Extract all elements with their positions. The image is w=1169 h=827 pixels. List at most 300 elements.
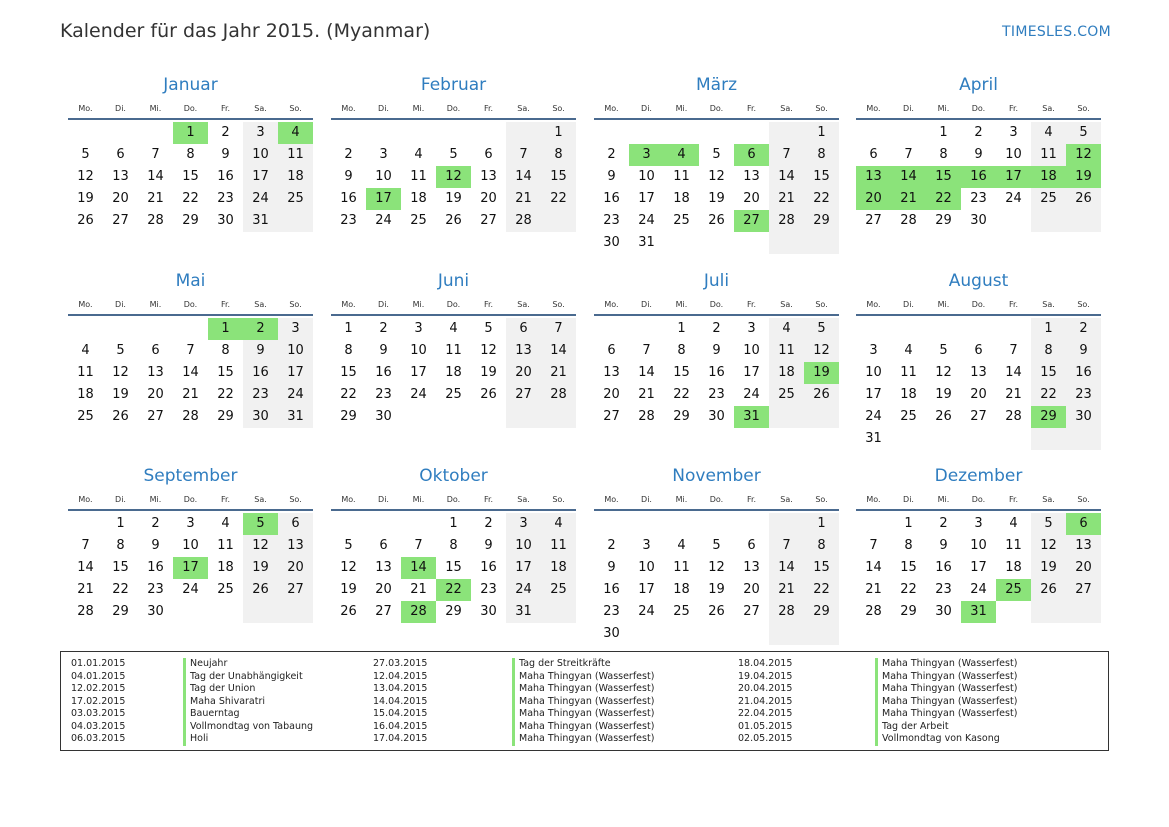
day-cell: 13 bbox=[112, 169, 129, 184]
day-cell: 10 bbox=[243, 144, 278, 166]
holiday-names-column bbox=[512, 658, 654, 746]
week-row bbox=[594, 188, 839, 210]
day-cell: 26 bbox=[340, 604, 357, 619]
holiday-date: 04.03.2015 bbox=[71, 720, 126, 732]
day-cell: 15 bbox=[1031, 362, 1066, 384]
empty-day-cell bbox=[629, 513, 664, 535]
empty-day-cell bbox=[734, 623, 769, 645]
week-row bbox=[594, 144, 839, 166]
day-cell: 14 bbox=[769, 557, 804, 579]
day-cell: 21 bbox=[182, 387, 199, 402]
month-januar bbox=[68, 72, 313, 232]
day-cell: 10 bbox=[410, 343, 427, 358]
day-cell: 15 bbox=[804, 557, 839, 579]
day-cell: 1 bbox=[116, 516, 125, 531]
weekday-label: Fr. bbox=[1008, 300, 1019, 309]
holiday-dates-column bbox=[738, 658, 792, 746]
holiday-date: 17.02.2015 bbox=[71, 695, 126, 707]
day-cell: 22 bbox=[541, 188, 576, 210]
weekday-label: Do. bbox=[709, 300, 724, 309]
month-september bbox=[68, 463, 313, 623]
empty-day-cell bbox=[734, 513, 769, 535]
empty-day-cell bbox=[996, 601, 1031, 623]
holiday-name: Maha Thingyan (Wasserfest) bbox=[882, 683, 1018, 694]
weekday-label: Mi. bbox=[149, 104, 162, 113]
day-cell: 21 bbox=[638, 387, 655, 402]
weekday-label: Fr. bbox=[220, 104, 231, 113]
day-cell: 23 bbox=[970, 191, 987, 206]
day-cell: 21 bbox=[77, 582, 94, 597]
day-cell: 2 bbox=[974, 125, 983, 140]
empty-day-cell bbox=[366, 122, 401, 144]
holiday-date: 12.02.2015 bbox=[71, 683, 126, 694]
day-cell: 10 bbox=[1005, 147, 1022, 162]
day-cell: 18 bbox=[673, 582, 690, 597]
weekday-label: Di. bbox=[903, 495, 914, 504]
day-cell: 26 bbox=[480, 387, 497, 402]
holiday-dates-column bbox=[71, 658, 125, 746]
empty-day-cell bbox=[541, 210, 576, 232]
weekday-label: Mo. bbox=[78, 300, 93, 309]
day-cell: 13 bbox=[743, 560, 760, 575]
weekday-label: Di. bbox=[641, 300, 652, 309]
day-cell: 25 bbox=[673, 213, 690, 228]
day-cell: 6 bbox=[379, 538, 388, 553]
day-cell: 21 bbox=[506, 188, 541, 210]
empty-day-cell bbox=[699, 122, 734, 144]
month-oktober bbox=[331, 463, 576, 623]
day-cell: 5 bbox=[1031, 513, 1066, 535]
day-cell: 10 bbox=[278, 340, 313, 362]
holiday-name: Maha Shivaratri bbox=[190, 695, 266, 707]
day-cell: 31 bbox=[278, 406, 313, 428]
holiday-date: 13.04.2015 bbox=[373, 683, 428, 694]
day-cell: 28 bbox=[506, 210, 541, 232]
month-juni bbox=[331, 268, 576, 428]
day-cell: 10 bbox=[743, 343, 760, 358]
day-cell: 27 bbox=[603, 409, 620, 424]
week-row bbox=[856, 406, 1101, 428]
day-cell: 20 bbox=[970, 387, 987, 402]
holiday-name: Maha Thingyan (Wasserfest) bbox=[519, 683, 655, 694]
day-cell: 11 bbox=[673, 169, 690, 184]
day-cell: 30 bbox=[243, 406, 278, 428]
weekday-label: Di. bbox=[903, 104, 914, 113]
week-row bbox=[594, 232, 839, 254]
day-cell: 31 bbox=[506, 601, 541, 623]
day-cell: 12 bbox=[708, 560, 725, 575]
holiday-name: Maha Thingyan (Wasserfest) bbox=[519, 695, 655, 707]
day-cell: 12 bbox=[1066, 144, 1101, 166]
day-cell: 17 bbox=[366, 188, 401, 210]
weekday-label: Fr. bbox=[220, 495, 231, 504]
day-cell: 25 bbox=[410, 213, 427, 228]
empty-day-cell bbox=[278, 601, 313, 623]
week-row bbox=[331, 579, 576, 601]
holiday-name: Tag der Streitkräfte bbox=[519, 658, 611, 669]
day-cell: 13 bbox=[970, 365, 987, 380]
week-row bbox=[331, 513, 576, 535]
brand-link[interactable]: TIMESLES.COM bbox=[1002, 24, 1111, 40]
day-cell: 14 bbox=[506, 166, 541, 188]
day-cell: 16 bbox=[935, 560, 952, 575]
day-cell: 10 bbox=[638, 560, 655, 575]
month-name: November bbox=[672, 466, 761, 486]
holiday-name: Maha Thingyan (Wasserfest) bbox=[882, 658, 1018, 669]
day-cell: 2 bbox=[344, 147, 353, 162]
day-cell: 11 bbox=[278, 144, 313, 166]
week-row bbox=[856, 557, 1101, 579]
page-title: Kalender für das Jahr 2015. (Myanmar) bbox=[60, 20, 431, 42]
day-cell: 24 bbox=[278, 384, 313, 406]
holiday-names-column bbox=[183, 658, 313, 746]
day-cell: 24 bbox=[638, 604, 655, 619]
day-cell: 4 bbox=[677, 538, 686, 553]
day-cell: 30 bbox=[935, 604, 952, 619]
weekday-label: Di. bbox=[115, 300, 126, 309]
day-cell: 16 bbox=[603, 582, 620, 597]
day-cell: 11 bbox=[673, 560, 690, 575]
day-cell: 29 bbox=[182, 213, 199, 228]
weekday-label: Mo. bbox=[341, 300, 356, 309]
day-cell: 29 bbox=[112, 604, 129, 619]
weekday-label: Sa. bbox=[254, 300, 267, 309]
day-cell: 22 bbox=[804, 579, 839, 601]
empty-day-cell bbox=[1066, 601, 1101, 623]
day-cell: 1 bbox=[173, 122, 208, 144]
day-cell: 29 bbox=[804, 601, 839, 623]
day-cell: 7 bbox=[81, 538, 90, 553]
holiday-date: 20.04.2015 bbox=[738, 683, 793, 694]
holiday-date: 17.04.2015 bbox=[373, 733, 428, 744]
day-cell: 27 bbox=[865, 213, 882, 228]
day-cell: 16 bbox=[217, 169, 234, 184]
day-cell: 14 bbox=[182, 365, 199, 380]
day-cell: 9 bbox=[151, 538, 160, 553]
week-row bbox=[594, 406, 839, 428]
day-cell: 9 bbox=[484, 538, 493, 553]
holiday-date: 01.05.2015 bbox=[738, 720, 793, 732]
day-cell: 1 bbox=[677, 321, 686, 336]
empty-day-cell bbox=[961, 428, 996, 450]
empty-day-cell bbox=[68, 122, 103, 144]
day-cell: 28 bbox=[769, 601, 804, 623]
weekday-label: Mo. bbox=[604, 104, 619, 113]
weekday-label: Do. bbox=[971, 300, 986, 309]
weekday-label: Mi. bbox=[675, 495, 688, 504]
week-row bbox=[68, 384, 313, 406]
day-cell: 16 bbox=[480, 560, 497, 575]
weekday-label: So. bbox=[1077, 300, 1090, 309]
week-row bbox=[594, 384, 839, 406]
weekday-label: Mo. bbox=[78, 104, 93, 113]
day-cell: 26 bbox=[1066, 188, 1101, 210]
week-row bbox=[331, 384, 576, 406]
day-cell: 24 bbox=[638, 213, 655, 228]
day-cell: 22 bbox=[340, 387, 357, 402]
day-cell: 31 bbox=[734, 406, 769, 428]
day-cell: 20 bbox=[743, 582, 760, 597]
day-cell: 3 bbox=[414, 321, 423, 336]
day-cell: 3 bbox=[379, 147, 388, 162]
day-cell: 9 bbox=[344, 169, 353, 184]
week-row bbox=[594, 623, 839, 645]
weekday-label: Do. bbox=[183, 104, 198, 113]
weekday-label: Di. bbox=[641, 104, 652, 113]
day-cell: 20 bbox=[506, 362, 541, 384]
holiday-date: 16.04.2015 bbox=[373, 720, 428, 732]
empty-day-cell bbox=[664, 513, 699, 535]
holiday-date: 04.01.2015 bbox=[71, 670, 126, 682]
day-cell: 19 bbox=[1031, 557, 1066, 579]
holiday-date: 03.03.2015 bbox=[71, 708, 126, 719]
day-cell: 21 bbox=[410, 582, 427, 597]
week-row bbox=[594, 318, 839, 340]
day-cell: 28 bbox=[769, 210, 804, 232]
day-cell: 6 bbox=[278, 513, 313, 535]
empty-day-cell bbox=[331, 513, 366, 535]
week-row bbox=[331, 188, 576, 210]
weekday-label: So. bbox=[289, 300, 302, 309]
week-row bbox=[594, 535, 839, 557]
day-cell: 17 bbox=[996, 166, 1031, 188]
month-november bbox=[594, 463, 839, 645]
holiday-date: 19.04.2015 bbox=[738, 670, 793, 682]
week-row bbox=[68, 579, 313, 601]
weekday-label: Sa. bbox=[780, 495, 793, 504]
empty-day-cell bbox=[856, 513, 891, 535]
day-cell: 22 bbox=[436, 579, 471, 601]
weekday-label: Mo. bbox=[604, 495, 619, 504]
day-cell: 24 bbox=[1005, 191, 1022, 206]
day-cell: 5 bbox=[344, 538, 353, 553]
day-cell: 4 bbox=[769, 318, 804, 340]
weekday-label: Di. bbox=[378, 300, 389, 309]
day-cell: 25 bbox=[1031, 188, 1066, 210]
empty-day-cell bbox=[926, 428, 961, 450]
weekday-label: Sa. bbox=[780, 300, 793, 309]
day-cell: 9 bbox=[1066, 340, 1101, 362]
day-cell: 7 bbox=[151, 147, 160, 162]
month-divider bbox=[856, 509, 1101, 511]
day-cell: 12 bbox=[708, 169, 725, 184]
day-cell: 5 bbox=[243, 513, 278, 535]
week-row bbox=[856, 601, 1101, 623]
day-cell: 6 bbox=[506, 318, 541, 340]
week-row bbox=[68, 362, 313, 384]
day-cell: 30 bbox=[480, 604, 497, 619]
day-cell: 20 bbox=[743, 191, 760, 206]
empty-day-cell bbox=[629, 623, 664, 645]
weekday-label: Sa. bbox=[517, 104, 530, 113]
holiday-date: 06.03.2015 bbox=[71, 733, 126, 744]
day-cell: 12 bbox=[340, 560, 357, 575]
weekday-label: Sa. bbox=[1042, 300, 1055, 309]
day-cell: 24 bbox=[243, 188, 278, 210]
empty-day-cell bbox=[68, 513, 103, 535]
day-cell: 22 bbox=[804, 188, 839, 210]
day-cell: 8 bbox=[804, 535, 839, 557]
empty-day-cell bbox=[1066, 428, 1101, 450]
day-cell: 13 bbox=[147, 365, 164, 380]
day-cell: 26 bbox=[77, 213, 94, 228]
empty-day-cell bbox=[401, 122, 436, 144]
day-cell: 20 bbox=[1066, 557, 1101, 579]
day-cell: 8 bbox=[116, 538, 125, 553]
holiday-name: Maha Thingyan (Wasserfest) bbox=[519, 670, 655, 682]
week-row bbox=[68, 188, 313, 210]
day-cell: 6 bbox=[607, 343, 616, 358]
holiday-name: Maha Thingyan (Wasserfest) bbox=[882, 670, 1018, 682]
weekday-label: Do. bbox=[971, 104, 986, 113]
day-cell: 31 bbox=[961, 601, 996, 623]
day-cell: 14 bbox=[1005, 365, 1022, 380]
empty-day-cell bbox=[961, 318, 996, 340]
day-cell: 13 bbox=[375, 560, 392, 575]
month-name: Januar bbox=[163, 75, 218, 95]
day-cell: 5 bbox=[939, 343, 948, 358]
day-cell: 23 bbox=[1066, 384, 1101, 406]
holiday-dates-column bbox=[373, 658, 427, 746]
empty-day-cell bbox=[1031, 428, 1066, 450]
day-cell: 29 bbox=[900, 604, 917, 619]
day-cell: 7 bbox=[506, 144, 541, 166]
day-cell: 25 bbox=[673, 604, 690, 619]
day-cell: 15 bbox=[217, 365, 234, 380]
empty-day-cell bbox=[769, 232, 804, 254]
weekday-label: So. bbox=[289, 495, 302, 504]
week-row bbox=[68, 513, 313, 535]
day-cell: 9 bbox=[221, 147, 230, 162]
empty-day-cell bbox=[891, 318, 926, 340]
month-name: Februar bbox=[420, 75, 487, 95]
weekday-label: Sa. bbox=[517, 300, 530, 309]
day-cell: 14 bbox=[77, 560, 94, 575]
weekday-label: So. bbox=[289, 104, 302, 113]
empty-day-cell bbox=[506, 122, 541, 144]
day-cell: 20 bbox=[375, 582, 392, 597]
day-cell: 15 bbox=[541, 166, 576, 188]
month-divider bbox=[594, 509, 839, 511]
day-cell: 23 bbox=[603, 213, 620, 228]
day-cell: 17 bbox=[638, 582, 655, 597]
day-cell: 13 bbox=[480, 169, 497, 184]
weekday-label: Mi. bbox=[675, 104, 688, 113]
empty-day-cell bbox=[541, 406, 576, 428]
holiday-name: Vollmondtag von Tabaung bbox=[190, 720, 314, 732]
day-cell: 15 bbox=[445, 560, 462, 575]
day-cell: 19 bbox=[77, 191, 94, 206]
empty-day-cell bbox=[891, 122, 926, 144]
empty-day-cell bbox=[996, 318, 1031, 340]
day-cell: 21 bbox=[769, 579, 804, 601]
weekday-label: Do. bbox=[971, 495, 986, 504]
holiday-name: Maha Thingyan (Wasserfest) bbox=[519, 708, 655, 719]
empty-day-cell bbox=[629, 318, 664, 340]
empty-day-cell bbox=[996, 210, 1031, 232]
day-cell: 10 bbox=[865, 365, 882, 380]
empty-day-cell bbox=[594, 513, 629, 535]
empty-day-cell bbox=[594, 318, 629, 340]
day-cell: 26 bbox=[445, 213, 462, 228]
weekday-label: Mo. bbox=[866, 104, 881, 113]
month-februar bbox=[331, 72, 576, 232]
day-cell: 26 bbox=[1031, 579, 1066, 601]
empty-day-cell bbox=[471, 122, 506, 144]
day-cell: 13 bbox=[278, 535, 313, 557]
day-cell: 3 bbox=[974, 516, 983, 531]
day-cell: 30 bbox=[708, 409, 725, 424]
week-row bbox=[331, 406, 576, 428]
empty-day-cell bbox=[138, 122, 173, 144]
day-cell: 16 bbox=[340, 191, 357, 206]
month-divider bbox=[856, 314, 1101, 316]
day-cell: 25 bbox=[996, 579, 1031, 601]
day-cell: 12 bbox=[436, 166, 471, 188]
day-cell: 2 bbox=[379, 321, 388, 336]
day-cell: 26 bbox=[708, 213, 725, 228]
week-row bbox=[331, 144, 576, 166]
weekday-label: Do. bbox=[446, 495, 461, 504]
month-name: Mai bbox=[175, 271, 206, 291]
week-row bbox=[856, 188, 1101, 210]
month-divider bbox=[68, 118, 313, 120]
month-name: Dezember bbox=[934, 466, 1023, 486]
weekday-label: Sa. bbox=[254, 495, 267, 504]
day-cell: 11 bbox=[445, 343, 462, 358]
day-cell: 22 bbox=[182, 191, 199, 206]
day-cell: 5 bbox=[484, 321, 493, 336]
day-cell: 12 bbox=[935, 365, 952, 380]
day-cell: 3 bbox=[186, 516, 195, 531]
day-cell: 7 bbox=[869, 538, 878, 553]
day-cell: 29 bbox=[217, 409, 234, 424]
week-row bbox=[331, 340, 576, 362]
day-cell: 21 bbox=[769, 188, 804, 210]
empty-day-cell bbox=[804, 406, 839, 428]
day-cell: 12 bbox=[480, 343, 497, 358]
day-cell: 13 bbox=[603, 365, 620, 380]
empty-day-cell bbox=[1066, 210, 1101, 232]
day-cell: 30 bbox=[603, 626, 620, 641]
day-cell: 20 bbox=[480, 191, 497, 206]
day-cell: 27 bbox=[112, 213, 129, 228]
day-cell: 15 bbox=[673, 365, 690, 380]
day-cell: 9 bbox=[607, 560, 616, 575]
day-cell: 12 bbox=[804, 340, 839, 362]
holiday-names-column bbox=[875, 658, 1017, 746]
day-cell: 2 bbox=[607, 147, 616, 162]
weekday-label: Mo. bbox=[866, 300, 881, 309]
weekday-label: So. bbox=[815, 300, 828, 309]
month-name: März bbox=[696, 75, 737, 95]
day-cell: 10 bbox=[970, 538, 987, 553]
week-row bbox=[68, 210, 313, 232]
day-cell: 29 bbox=[340, 409, 357, 424]
day-cell: 9 bbox=[243, 340, 278, 362]
day-cell: 18 bbox=[1005, 560, 1022, 575]
day-cell: 10 bbox=[182, 538, 199, 553]
day-cell: 22 bbox=[673, 387, 690, 402]
day-cell: 13 bbox=[743, 169, 760, 184]
week-row bbox=[856, 579, 1101, 601]
day-cell: 25 bbox=[217, 582, 234, 597]
day-cell: 5 bbox=[804, 318, 839, 340]
empty-day-cell bbox=[891, 428, 926, 450]
week-row bbox=[68, 144, 313, 166]
day-cell: 21 bbox=[541, 362, 576, 384]
weekday-label: Di. bbox=[378, 495, 389, 504]
